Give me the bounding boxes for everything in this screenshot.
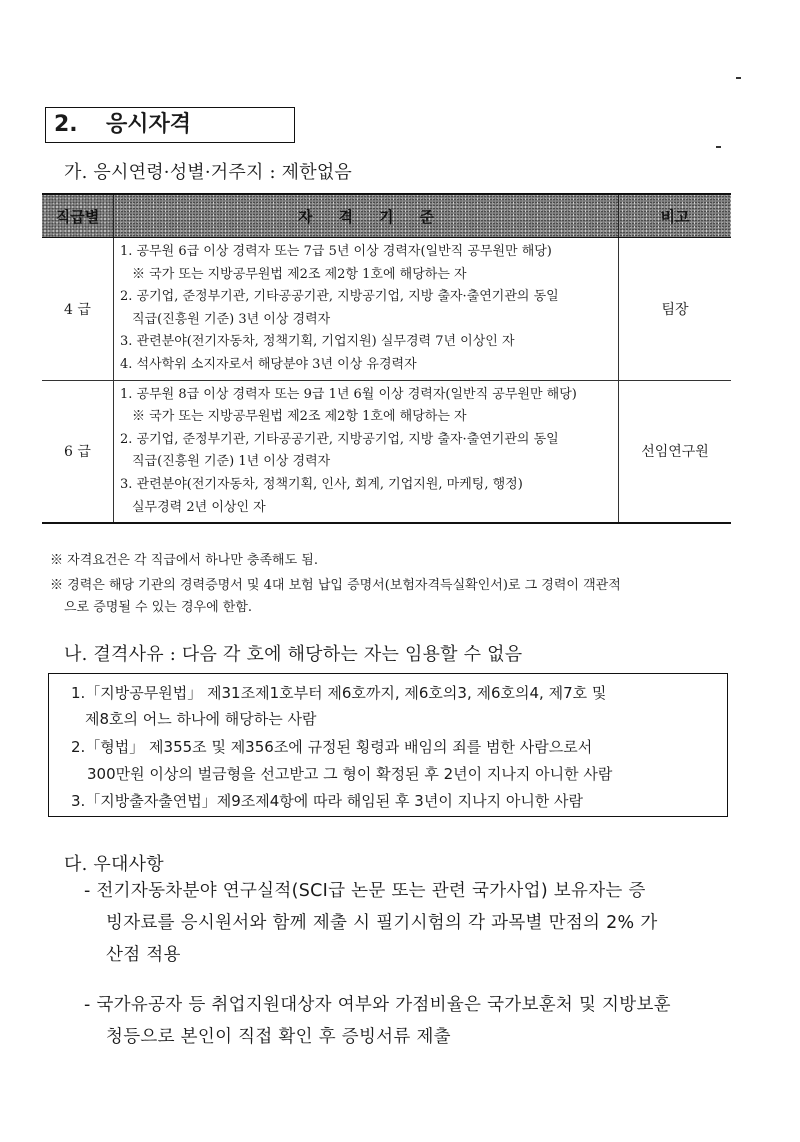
scan-mark — [736, 77, 741, 79]
criteria-item: ※ 국가 또는 지방공무원법 제2조 제2항 1호에 해당하는 자 — [132, 409, 467, 425]
preference-paragraph-line: 빙자료를 응시원서와 함께 제출 시 필기시험의 각 과목별 만점의 2% 가 — [106, 913, 658, 933]
grade-cell: 4 급 — [42, 238, 114, 381]
subsection-a-title: 가. 응시연령·성별·거주지 : 제한없음 — [64, 162, 353, 183]
preference-paragraph-line: - 국가유공자 등 취업지원대상자 여부와 가점비율은 국가보훈처 및 지방보훈 — [84, 995, 671, 1015]
criteria-item: 2. 공기업, 준정부기관, 기타공공기관, 지방공기업, 지방 출자·출연기관의 동일 — [120, 431, 559, 447]
subsection-c-title: 다. 우대사항 — [64, 854, 164, 875]
criteria-item: 3. 관련분야(전기자동차, 정책기획, 기업지원) 실무경력 7년 이상인 자 — [120, 334, 515, 350]
table-row — [42, 380, 731, 523]
grade-cell: 6 급 — [42, 380, 114, 523]
qualification-table — [42, 193, 731, 524]
section-title: 응시자격 — [106, 112, 192, 137]
disqualification-line: 2.「형법」 제355조 및 제356조에 규정된 횡령과 배임의 죄를 범한 사람으로서 — [71, 738, 593, 756]
disqualification-line: 3.「지방출자출연법」제9조제4항에 따라 해임된 후 3년이 지나지 아니한 사람 — [71, 792, 584, 810]
preference-paragraph-line: 산점 적용 — [106, 945, 181, 965]
table-header-row — [42, 194, 731, 238]
criteria-item: 실무경력 2년 이상인 자 — [132, 499, 266, 515]
subsection-b-title: 나. 결격사유 : 다음 각 호에 해당하는 자는 임용할 수 없음 — [64, 644, 523, 665]
section-heading — [45, 107, 295, 143]
disqualification-line: 300만원 이상의 벌금형을 선고받고 그 형이 확정된 후 2년이 지나지 아니한 사람 — [87, 765, 613, 783]
criteria-item: ※ 국가 또는 지방공무원법 제2조 제2항 1호에 해당하는 자 — [132, 266, 467, 282]
criteria-item: 직급(진흥원 기준) 3년 이상 경력자 — [132, 311, 331, 327]
disqualification-line: 제8호의 어느 하나에 해당하는 사람 — [85, 710, 317, 728]
note-cell: 팀장 — [619, 238, 732, 381]
criteria-item: 1. 공무원 6급 이상 경력자 또는 7급 5년 이상 경력자(일반직 공무원만 해당) — [120, 244, 552, 259]
criteria-item: 2. 공기업, 준정부기관, 기타공공기관, 지방공기업, 지방 출자·출연기관의 동일 — [120, 289, 559, 305]
section-number: 2. — [54, 112, 78, 137]
header-grade: 직급별 — [42, 194, 114, 238]
criteria-item: 1. 공무원 8급 이상 경력자 또는 9급 1년 6월 이상 경력자(일반직 공무원만 해당) — [120, 386, 577, 402]
table-note: 으로 증명될 수 있는 경우에 한함. — [64, 600, 253, 615]
header-note: 비고 — [619, 194, 732, 238]
scan-mark — [716, 146, 721, 148]
criteria-item: 3. 관련분야(전기자동차, 정책기획, 인사, 회계, 기업지원, 마케팅, 행정) — [120, 476, 523, 492]
criteria-cell — [114, 238, 619, 381]
disqualification-line: 1.「지방공무원법」 제31조제1호부터 제6호까지, 제6호의3, 제6호의4, 제7호 및 — [71, 684, 607, 702]
disqualification-box — [48, 673, 728, 817]
preference-paragraph-line: - 전기자동차분야 연구실적(SCI급 논문 또는 관련 국가사업) 보유자는 증 — [84, 881, 646, 901]
criteria-item: 직급(진흥원 기준) 1년 이상 경력자 — [132, 454, 331, 470]
table-note: ※ 경력은 해당 기관의 경력증명서 및 4대 보험 납입 증명서(보험자격득실확인서)로 그 경력이 객관적 — [50, 578, 621, 593]
criteria-list — [114, 238, 618, 380]
criteria-list — [114, 381, 618, 523]
table-note: ※ 자격요건은 각 직급에서 하나만 충족해도 됨. — [50, 553, 318, 568]
table-row — [42, 238, 731, 381]
criteria-item: 4. 석사학위 소지자로서 해당분야 3년 이상 유경력자 — [120, 356, 417, 372]
preference-paragraph-line: 청등으로 본인이 직접 확인 후 증빙서류 제출 — [106, 1027, 451, 1047]
header-criteria: 자격기준 — [114, 194, 619, 238]
note-cell: 선임연구원 — [619, 380, 732, 523]
criteria-cell — [114, 380, 619, 523]
